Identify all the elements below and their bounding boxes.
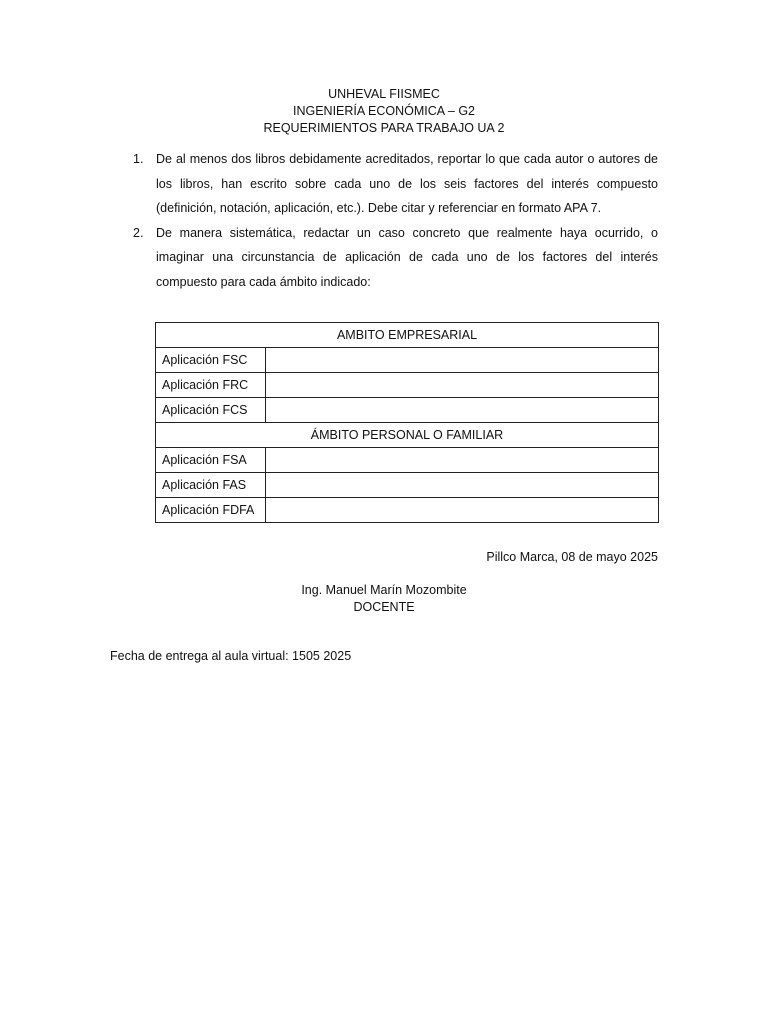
row-value bbox=[266, 448, 659, 473]
row-value bbox=[266, 473, 659, 498]
teacher-name: Ing. Manuel Marín Mozombite bbox=[301, 583, 467, 597]
place-date: Pillco Marca, 08 de mayo 2025 bbox=[486, 550, 658, 564]
row-label: Aplicación FSC bbox=[156, 348, 266, 373]
table-row bbox=[156, 423, 659, 448]
list-item bbox=[112, 221, 658, 295]
list-item bbox=[112, 147, 658, 221]
table-row bbox=[156, 323, 659, 348]
row-value bbox=[266, 373, 659, 398]
row-label: Aplicación FRC bbox=[156, 373, 266, 398]
section-header-personal: ÁMBITO PERSONAL O FAMILIAR bbox=[156, 423, 659, 448]
section-header-business: AMBITO EMPRESARIAL bbox=[156, 323, 659, 348]
delivery-date: Fecha de entrega al aula virtual: 1505 2025 bbox=[110, 649, 352, 663]
institution-title: UNHEVAL FIISMEC bbox=[328, 87, 440, 101]
table-row bbox=[156, 348, 659, 373]
document-header bbox=[0, 86, 768, 137]
table-row bbox=[156, 398, 659, 423]
assignment-title: REQUERIMIENTOS PARA TRABAJO UA 2 bbox=[263, 121, 505, 135]
table-row bbox=[156, 373, 659, 398]
list-item-number: 1. bbox=[133, 152, 144, 166]
row-label: Aplicación FCS bbox=[156, 398, 266, 423]
course-title: INGENIERÍA ECONÓMICA – G2 bbox=[293, 104, 475, 118]
row-label: Aplicación FDFA bbox=[156, 498, 266, 523]
signature-block bbox=[0, 582, 768, 616]
row-label: Aplicación FAS bbox=[156, 473, 266, 498]
row-value bbox=[266, 498, 659, 523]
row-value bbox=[266, 398, 659, 423]
list-item-number: 2. bbox=[133, 225, 144, 240]
table-row bbox=[156, 473, 659, 498]
list-item-text: De manera sistemática, redactar un caso concreto que realmente haya ocurrido, o imaginar una circunstancia de aplicación de cada uno de los factores del interés compuesto para cada ámbito indicado: bbox=[156, 225, 658, 289]
row-label: Aplicación FSA bbox=[156, 448, 266, 473]
row-value bbox=[266, 348, 659, 373]
applications-table bbox=[155, 322, 659, 523]
table-row bbox=[156, 448, 659, 473]
list-item-text: De al menos dos libros debidamente acreditados, reportar lo que cada autor o autores de los libros, han escrito sobre cada uno de los seis factores del interés compuesto (definición, notación, aplicación, etc.). Debe citar y referenciar en formato APA 7. bbox=[156, 152, 658, 215]
table-row bbox=[156, 498, 659, 523]
requirements-list bbox=[112, 147, 658, 294]
teacher-role: DOCENTE bbox=[353, 600, 415, 614]
